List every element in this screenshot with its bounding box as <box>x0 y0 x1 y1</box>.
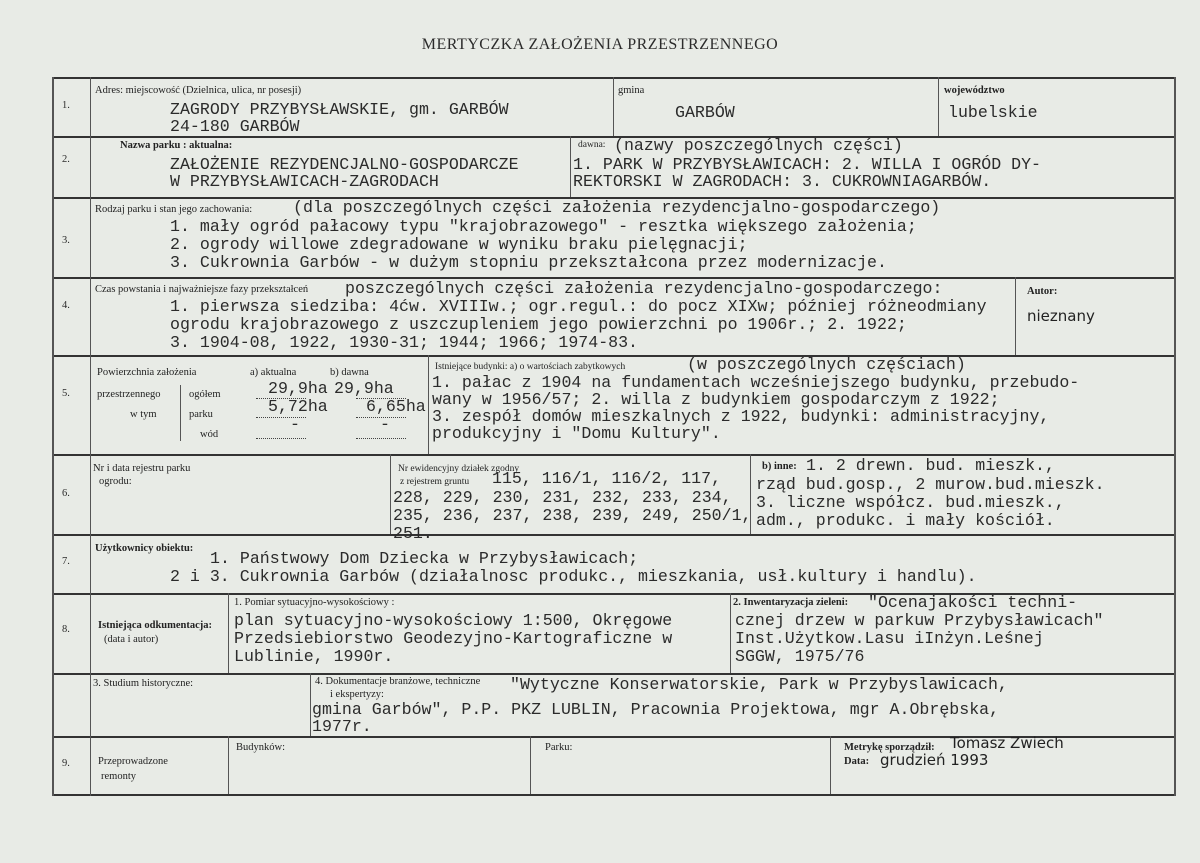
address-line: ZAGRODY PRZYBYSŁAWSKIE, gm. GARBÓW <box>170 100 509 119</box>
park-type-line: 1. mały ogród pałacowy typu "krajobrazowego" - resztka większego założenia; <box>170 217 917 236</box>
buildings-label: Istniejące budynki: a) o wartościach zabytkowych <box>435 362 626 372</box>
plots-label: Nr ewidencyjny działek zgodny <box>398 464 520 474</box>
buildings-line: 3. zespół domów mieszkalnych z 1922, budynki: administracyjny, <box>432 407 1050 426</box>
row-number: 7. <box>62 556 70 567</box>
technical-docs-label: 4. Dokumentacje branżowe, techniczne <box>315 676 481 687</box>
total-label: ogółem <box>189 389 221 400</box>
history-line: 1. pierwsza siedziba: 4ćw. XVIIIw.; ogr.regul.: do pocz XIXw; później różneodmiany <box>170 297 987 316</box>
park-name-line: W PRZYBYSŁAWICACH-ZAGRODACH <box>170 172 439 191</box>
greenery-line: SGGW, 1975/76 <box>735 647 865 666</box>
divider <box>310 673 311 736</box>
users-label: Użytkownicy obiektu: <box>95 543 194 554</box>
users-line: 1. Państwowy Dom Dziecka w Przybysławicach; <box>210 549 639 568</box>
plots-line: 235, 236, 237, 238, 239, 249, 250/1, <box>393 506 752 525</box>
documentation-label: (data i autor) <box>104 634 159 645</box>
divider <box>52 77 1176 79</box>
buildings-line: produkcyjny i "Domu Kultury". <box>432 424 721 443</box>
area-current-header: a) aktualna <box>250 367 297 378</box>
gmina-label: gmina <box>618 85 645 96</box>
prepared-by-handwritten: Tomasz Zwiech <box>950 734 1064 752</box>
fill-line <box>356 438 406 439</box>
divider <box>90 77 91 796</box>
former-name-line: 1. PARK W PRZYBYSŁAWICACH: 2. WILLA I OGRÓD DY- <box>573 155 1042 174</box>
divider <box>530 736 531 794</box>
author-label: Autor: <box>1027 286 1058 297</box>
greenery-label: 2. Inwentaryzacja zieleni: <box>733 597 849 608</box>
plots-line: 115, 116/1, 116/2, 117, <box>492 469 722 488</box>
row-number: 2. <box>62 154 70 165</box>
survey-line: Lublinie, 1990r. <box>234 647 394 666</box>
divider <box>570 136 571 197</box>
row-number: 9. <box>62 758 70 769</box>
greenery-line: "Ocenajakości techni- <box>868 593 1078 612</box>
history-line: 3. 1904-08, 1922, 1930-31; 1944; 1966; 1974-83. <box>170 333 639 352</box>
divider <box>390 454 391 534</box>
technical-docs-line: gmina Garbów", P.P. PKZ LUBLIN, Pracownia Projektowa, mgr A.Obrębska, <box>312 700 1000 719</box>
other-buildings-label: b) inne: <box>762 461 797 472</box>
documentation-label: Istniejąca odkumentacja: <box>98 620 213 631</box>
survey-label: 1. Pomiar sytuacyjno-wysokościowy : <box>234 597 395 608</box>
buildings-line: (w poszczególnych częściach) <box>687 355 966 374</box>
divider <box>428 355 429 454</box>
gmina-value: GARBÓW <box>675 103 735 122</box>
divider <box>52 355 1176 357</box>
history-line: poszczególnych części założenia rezydencjalno-gospodarczego: <box>345 279 943 298</box>
fill-line <box>256 438 306 439</box>
date-handwritten: grudzień 1993 <box>880 751 989 769</box>
buildings-line: 1. pałac z 1904 na fundamentach wcześniejszego budynku, przebudo- <box>432 373 1080 392</box>
spatial-label: przestrzennego <box>97 389 161 400</box>
water-current: - <box>290 415 300 434</box>
voivodeship-label: województwo <box>944 85 1005 96</box>
prepared-by-label: Metrykę sporządził: <box>844 742 935 753</box>
park-renovations-label: Parku: <box>545 742 573 753</box>
users-line: 2 i 3. Cukrownia Garbów (działalnosc produkc., mieszkania, usł.kultury i handlu). <box>170 567 977 586</box>
divider <box>52 794 1176 796</box>
divider <box>730 593 731 673</box>
voivodeship-value: lubelskie <box>948 103 1038 122</box>
park-label: parku <box>189 409 213 420</box>
row-number: 8. <box>62 624 70 635</box>
renovations-label: Przeprowadzone <box>98 756 168 767</box>
address-line: 24-180 GARBÓW <box>170 117 300 136</box>
technical-docs-line: "Wytyczne Konserwatorskie, Park w Przybyslawicach, <box>510 675 1008 694</box>
historical-study-label: 3. Studium historyczne: <box>93 678 194 689</box>
other-buildings-line: 1. 2 drewn. bud. mieszk., <box>806 456 1055 475</box>
divider <box>228 736 229 794</box>
divider <box>830 736 831 794</box>
divider <box>228 593 229 673</box>
water-former: - <box>380 415 390 434</box>
row-number: 1. <box>62 100 70 111</box>
plots-label: z rejestrem gruntu <box>400 477 470 487</box>
park-type-label: Rodzaj parku i stan jego zachowania: <box>95 204 253 215</box>
history-label: Czas powstania i najważniejsze fazy przekształceń <box>95 284 309 295</box>
row-number: 6. <box>62 488 70 499</box>
border <box>1174 77 1176 796</box>
total-current: 29,9ha <box>268 379 328 398</box>
park-name-label: Nazwa parku : aktualna: <box>120 140 233 151</box>
divider <box>52 534 1176 536</box>
row-number: 4. <box>62 300 70 311</box>
divider <box>613 77 614 136</box>
other-buildings-line: rząd bud.gosp., 2 murow.bud.mieszk. <box>756 475 1105 494</box>
park-type-line: 3. Cukrownia Garbów - w dużym stopniu przekształcona przez modernizacje. <box>170 253 887 272</box>
address-label: Adres: miejscowość (Dzielnica, ulica, nr posesji) <box>95 85 302 96</box>
other-buildings-line: 3. liczne współcz. bud.mieszk., <box>756 493 1065 512</box>
former-name-line: (nazwy poszczególnych części) <box>614 136 903 155</box>
divider <box>1015 277 1016 355</box>
greenery-line: cznej drzew w parkuw Przybysławicach" <box>735 611 1104 630</box>
technical-docs-label: i ekspertyzy: <box>330 689 384 700</box>
area-label: Powierzchnia założenia <box>97 367 197 378</box>
divider <box>938 77 939 136</box>
park-name-line: ZAŁOŻENIE REZYDENCJALNO-GOSPODARCZE <box>170 155 519 174</box>
former-name-label: dawna: <box>578 140 606 150</box>
plots-line: 251. <box>393 524 433 543</box>
greenery-line: Inst.Użytkow.Lasu iInżyn.Leśnej <box>735 629 1044 648</box>
register-label: ogrodu: <box>99 476 132 487</box>
other-buildings-line: adm., produkc. i mały kościół. <box>756 511 1055 530</box>
buildings-line: wany w 1956/57; 2. willa z budynkiem gospodarczym z 1922; <box>432 390 1000 409</box>
park-current: 5,72ha <box>268 397 328 416</box>
history-line: ogrodu krajobrazowego z uszczupleniem jego powierzchni po 1906r.; 2. 1922; <box>170 315 907 334</box>
park-type-line: 2. ogrody willowe zdegradowane w wyniku braku pielęgnacji; <box>170 235 748 254</box>
register-label: Nr i data rejestru parku <box>93 463 191 474</box>
former-name-line: REKTORSKI W ZAGRODACH: 3. CUKROWNIAGARBÓW. <box>573 172 992 191</box>
renovations-label: remonty <box>101 771 136 782</box>
survey-line: plan sytuacyjno-wysokościowy 1:500, Okręgowe <box>234 611 673 630</box>
page-title: MERTYCZKA ZAŁOŻENIA PRZESTRZENNEGO <box>421 36 779 53</box>
row-number: 5. <box>62 388 70 399</box>
fill-line <box>256 417 306 418</box>
fill-line <box>256 398 306 399</box>
row-number: 3. <box>62 235 70 246</box>
author-handwritten: nieznany <box>1027 307 1095 325</box>
park-former: 6,65ha <box>366 397 426 416</box>
fill-line <box>356 398 406 399</box>
survey-line: Przedsiebiorstwo Geodezyjno-Kartograficzne w <box>234 629 673 648</box>
plots-line: 228, 229, 230, 231, 232, 233, 234, <box>393 488 732 507</box>
divider <box>180 385 181 441</box>
total-former: 29,9ha <box>334 379 394 398</box>
area-former-header: b) dawna <box>330 367 369 378</box>
water-label: wód <box>200 429 219 440</box>
buildings-renovations-label: Budynków: <box>236 742 286 753</box>
technical-docs-line: 1977r. <box>312 717 372 736</box>
including-label: w tym <box>130 409 157 420</box>
date-label: Data: <box>844 756 870 767</box>
fill-line <box>356 417 406 418</box>
park-type-line: (dla poszczególnych części założenia rezydencjalno-gospodarczego) <box>293 198 941 217</box>
border <box>52 77 54 796</box>
